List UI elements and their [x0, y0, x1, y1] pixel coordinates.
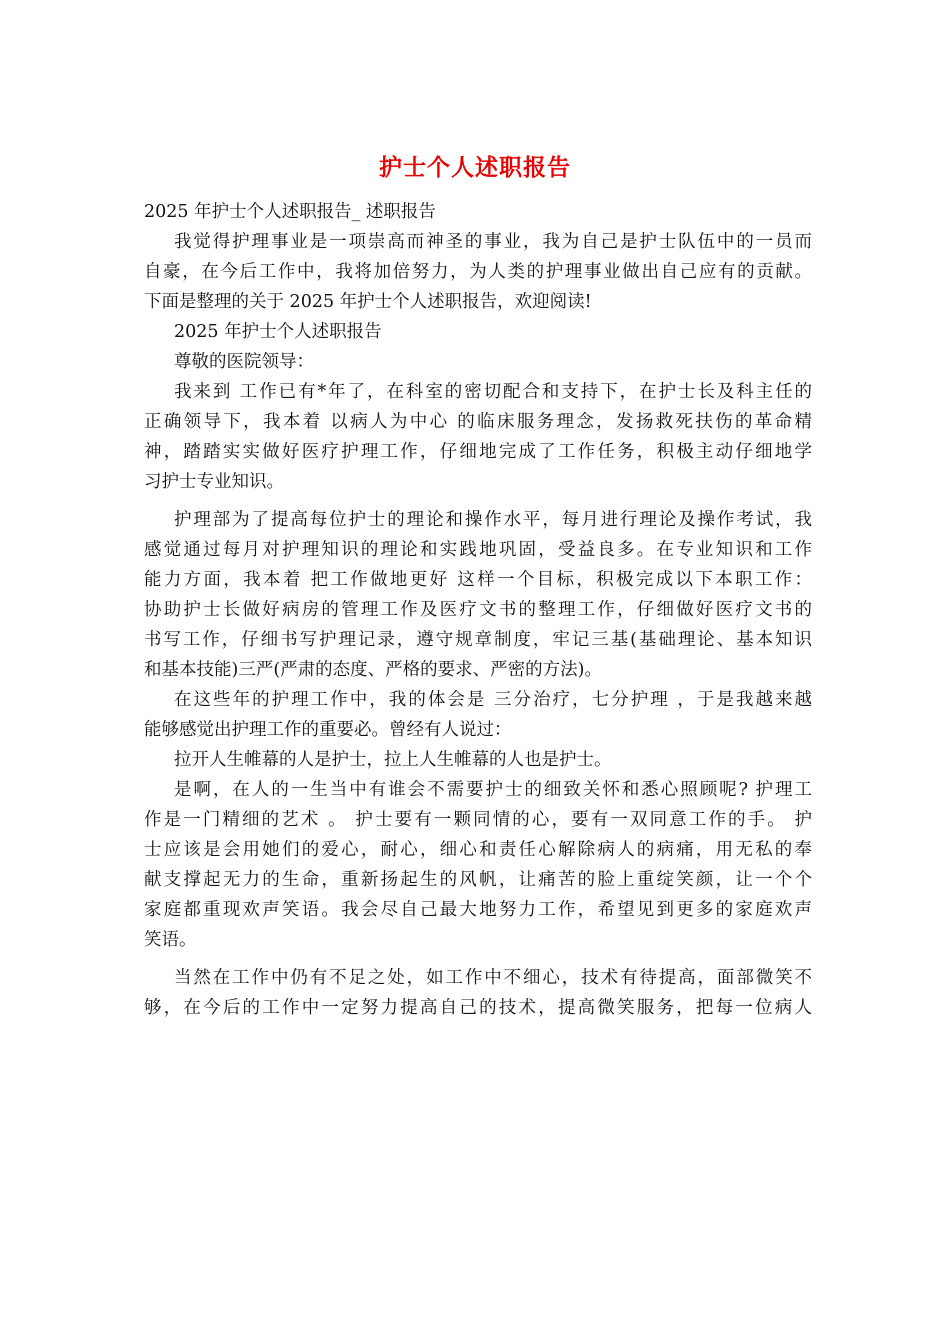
body-line: 够，在今后的工作中一定努力提高自己的技术，提高微笑服务，把每一位病人	[144, 998, 812, 1018]
body-line: 能力方面，我本着 把工作做地更好 这样一个目标，积极完成以下本职工作：	[144, 570, 812, 590]
body-line: 家庭都重现欢声笑语。我会尽自己最大地努力工作，希望见到更多的家庭欢声	[144, 900, 812, 920]
paragraph-gap	[144, 955, 812, 963]
body-line: 和基本技能)三严(严肃的态度、严格的要求、严密的方法)。	[144, 660, 602, 680]
body-line: 拉开人生帷幕的人是护士，拉上人生帷幕的人也是护士。	[174, 750, 612, 770]
body-line: 自豪，在今后工作中，我将加倍努力，为人类的护理事业做出自己应有的贡献。	[144, 262, 812, 282]
body-line: 当然在工作中仍有不足之处，如工作中不细心，技术有待提高，面部微笑不	[174, 968, 812, 988]
document-title: 护士个人述职报告	[379, 154, 571, 181]
body-line: 能够感觉出护理工作的重要必。曾经有人说过：	[144, 720, 512, 740]
body-line: 笑语。	[144, 930, 197, 950]
body-line: 2025 年护士个人述职报告_ 述职报告	[144, 202, 436, 222]
body-line: 协助护士长做好病房的管理工作及医疗文书的整理工作，仔细做好医疗文书的	[144, 600, 812, 620]
body-line: 神，踏踏实实做好医疗护理工作，仔细地完成了工作任务，积极主动仔细地学	[144, 442, 812, 462]
body-line: 2025 年护士个人述职报告	[174, 322, 382, 342]
body-line: 在这些年的护理工作中，我的体会是 三分治疗，七分护理 ，于是我越来越	[174, 690, 812, 710]
document-body	[144, 197, 812, 1023]
body-line: 感觉通过每月对护理知识的理论和实践地巩固，受益良多。在专业知识和工作	[144, 540, 812, 560]
body-line: 我觉得护理事业是一项崇高而神圣的事业，我为自己是护士队伍中的一员而	[174, 232, 812, 252]
paragraph-gap	[144, 497, 812, 505]
body-line: 献支撑起无力的生命，重新扬起生的风帆，让痛苦的脸上重绽笑颜，让一个个	[144, 870, 812, 890]
body-line: 正确领导下，我本着 以病人为中心 的临床服务理念，发扬救死扶伤的革命精	[144, 412, 812, 432]
body-line: 尊敬的医院领导：	[174, 352, 314, 372]
body-line: 是啊，在人的一生当中有谁会不需要护士的细致关怀和悉心照顾呢? 护理工	[174, 780, 812, 800]
body-line: 作是一门精细的艺术 。 护士要有一颗同情的心，要有一双同意工作的手。 护	[144, 810, 812, 830]
body-line: 士应该是会用她们的爱心，耐心，细心和责任心解除病人的病痛，用无私的奉	[144, 840, 812, 860]
body-line: 下面是整理的关于 2025 年护士个人述职报告，欢迎阅读!	[144, 292, 592, 312]
body-line: 书写工作，仔细书写护理记录，遵守规章制度，牢记三基(基础理论、基本知识	[144, 630, 812, 650]
body-line: 护理部为了提高每位护士的理论和操作水平，每月进行理论及操作考试，我	[174, 510, 812, 530]
body-line: 习护士专业知识。	[144, 472, 284, 492]
body-line: 我来到 工作已有*年了，在科室的密切配合和支持下，在护士长及科主任的	[174, 382, 812, 402]
